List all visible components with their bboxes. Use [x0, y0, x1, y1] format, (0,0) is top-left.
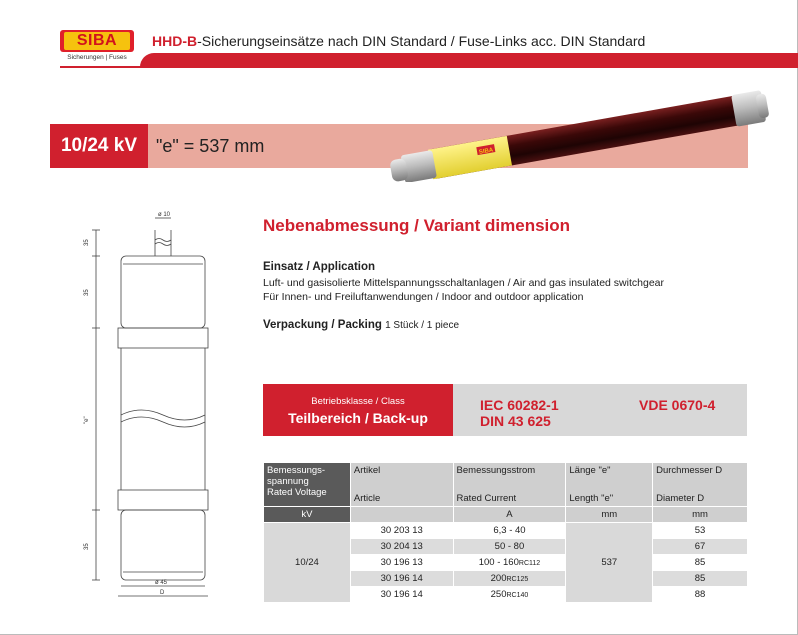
table-row	[264, 523, 748, 539]
header-length-en: Length "e"	[569, 493, 614, 504]
fuse-link-photo	[380, 82, 770, 182]
dia-top-label: ø 10	[158, 212, 171, 218]
variant-title: Nebenabmessung / Variant dimension	[263, 216, 571, 235]
packing-line	[263, 319, 459, 331]
header-current	[453, 463, 566, 507]
dia-bottom-label: ø 45	[155, 580, 168, 586]
header-voltage-en: Rated Voltage	[267, 487, 327, 498]
header-article-de: Artikel	[353, 465, 381, 476]
unit-voltage: kV	[264, 507, 351, 523]
table-units-row	[264, 507, 748, 523]
header-current-de: Bemessungsstrom	[456, 465, 536, 476]
header-article	[350, 463, 453, 507]
current-value: 200	[490, 573, 507, 584]
current-cell	[453, 523, 566, 539]
class-label: Betriebsklasse / Class	[311, 396, 405, 407]
dim-35-upper: 35	[84, 289, 90, 296]
current-value: 6,3 - 40	[493, 525, 526, 536]
current-sub: RC125	[506, 576, 529, 583]
current-cell	[453, 539, 566, 555]
unit-diameter: mm	[653, 507, 748, 523]
header-article-en: Article	[353, 493, 381, 504]
diameter-cell: 88	[653, 587, 748, 603]
article-cell: 30 204 13	[350, 539, 453, 555]
standard-vde: VDE 0670-4	[639, 397, 716, 413]
article-cell: 30 203 13	[350, 523, 453, 539]
header-voltage	[264, 463, 351, 507]
unit-current: A	[453, 507, 566, 523]
table-header-row	[264, 463, 748, 507]
application-line-1: Luft- und gasisolierte Mittelspannungsschaltanlagen / Air and gas insulated switchgear	[263, 277, 664, 289]
diameter-cell: 67	[653, 539, 748, 555]
class-value: Teilbereich / Back-up	[288, 410, 428, 426]
header-diameter-en: Diameter D	[656, 493, 705, 504]
header-diameter-de: Durchmesser D	[656, 465, 723, 476]
diameter-cell: 53	[653, 523, 748, 539]
length-cell: 537	[566, 523, 653, 603]
dim-35-bottom: 35	[84, 543, 90, 550]
header-rule	[60, 66, 798, 68]
current-value: 50 - 80	[494, 541, 525, 552]
siba-logo	[60, 30, 134, 66]
spec-table	[263, 462, 748, 603]
dim-e: "e"	[84, 416, 90, 424]
current-cell	[453, 571, 566, 587]
header-title-text: -Sicherungseinsätze nach DIN Standard / Fuse-Links acc. DIN Standard	[197, 33, 646, 49]
current-value: 250	[490, 589, 507, 600]
diameter-cell: 85	[653, 555, 748, 571]
fuse-label: SIBA	[478, 147, 494, 156]
dim-35-top: 35	[84, 239, 90, 246]
standard-din: DIN 43 625	[480, 413, 551, 429]
packing-value: 1 Stück / 1 piece	[385, 320, 460, 331]
header-diameter	[653, 463, 748, 507]
header-voltage-de: Bemessungs-spannung	[267, 465, 326, 487]
unit-article	[350, 507, 453, 523]
article-cell: 30 196 14	[350, 587, 453, 603]
product-brand: HHD-B	[152, 33, 198, 49]
application-line-2: Für Innen- und Freiluftanwendungen / Indoor and outdoor application	[263, 291, 584, 303]
current-sub: RC112	[518, 560, 541, 567]
article-cell: 30 196 13	[350, 555, 453, 571]
logo-word: SIBA	[64, 32, 130, 50]
application-heading: Einsatz / Application	[263, 261, 376, 273]
header-length-de: Länge "e"	[569, 465, 611, 476]
header-title	[152, 33, 645, 49]
unit-length: mm	[566, 507, 653, 523]
diameter-cell: 85	[653, 571, 748, 587]
header-length	[566, 463, 653, 507]
header-current-en: Rated Current	[456, 493, 517, 504]
current-sub: RC140	[506, 592, 529, 599]
dimension-drawing	[78, 210, 228, 605]
dim-d-label: D	[160, 590, 165, 596]
packing-label: Verpackung / Packing	[263, 319, 382, 331]
current-value: 100 - 160	[478, 557, 519, 568]
current-cell	[453, 587, 566, 603]
standard-iec: IEC 60282-1	[480, 397, 559, 413]
current-cell	[453, 555, 566, 571]
article-cell: 30 196 14	[350, 571, 453, 587]
voltage-cell: 10/24	[264, 523, 351, 603]
header-stripe	[140, 53, 798, 67]
logo-tagline: Sicherungen | Fuses	[67, 54, 127, 61]
voltage-rating: 10/24 kV	[50, 124, 148, 168]
class-box	[263, 384, 453, 436]
e-dimension: "e" = 537 mm	[156, 136, 265, 156]
standards-box	[453, 384, 747, 436]
